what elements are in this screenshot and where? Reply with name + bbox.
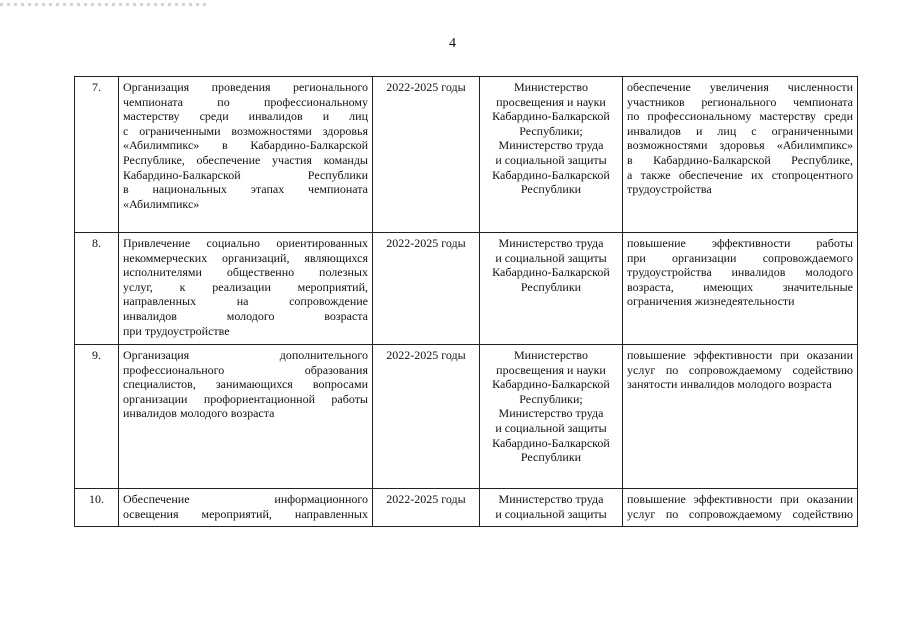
measure-cell — [119, 489, 373, 527]
text-line: и социальной защиты — [495, 152, 607, 167]
text-line: трудоустройства — [627, 182, 712, 197]
result-cell — [623, 489, 858, 527]
text-line: при трудоустройстве — [123, 323, 230, 338]
text-line: Министерство труда — [498, 236, 604, 250]
row-number: 8. — [75, 233, 119, 345]
text-line: возраста, имеющих значительные — [627, 279, 853, 294]
table-row — [75, 345, 858, 489]
text-line: услуг, к реализации мероприятий, — [123, 279, 368, 294]
executor-cell — [480, 345, 623, 489]
text-line: Министерство — [514, 348, 588, 362]
text-line: специалистов, занимающихся вопросами — [123, 377, 368, 392]
text-line: организации профориентационной работы — [123, 391, 368, 406]
executor-cell — [480, 233, 623, 345]
measures-table — [74, 76, 858, 527]
text-line: просвещения и науки — [496, 362, 606, 377]
text-line: занятости инвалидов молодого возраста — [627, 377, 832, 392]
text-line: ограничения жизнедеятельности — [627, 294, 795, 309]
text-line: Организация дополнительного — [123, 348, 368, 362]
text-line: Организация проведения регионального — [123, 80, 368, 94]
text-line: Министерство труда — [498, 492, 604, 506]
text-line: повышение эффективности при оказании — [627, 348, 853, 362]
table-row — [75, 77, 858, 233]
text-line: инвалидов молодого возраста — [123, 406, 275, 421]
text-line: мастерству среди инвалидов и лиц — [123, 109, 368, 124]
row-number: 7. — [75, 77, 119, 233]
text-line: в Кабардино-Балкарской Республике, — [627, 152, 853, 167]
text-line: Республики; — [519, 391, 583, 406]
result-cell — [623, 77, 858, 233]
text-line: Кабардино-Балкарской — [492, 265, 610, 280]
executor-cell — [480, 489, 623, 527]
text-line: а также обеспечение их стопроцентного — [627, 167, 853, 182]
text-line: обеспечение увеличения численности — [627, 80, 853, 94]
row-number: 9. — [75, 345, 119, 489]
text-line: освещения мероприятий, направленных — [123, 506, 368, 521]
page-number: 4 — [449, 36, 456, 51]
text-line: Министерство — [514, 80, 588, 94]
text-line: Республики — [520, 450, 582, 465]
term-cell: 2022-2025 годы — [373, 345, 480, 489]
text-line: и социальной защиты — [495, 250, 607, 265]
text-line: просвещения и науки — [496, 94, 606, 109]
text-line: и социальной защиты — [495, 420, 607, 435]
text-line: Привлечение социально ориентированных — [123, 236, 368, 250]
text-line: инвалидов молодого возраста — [123, 308, 368, 323]
measure-cell — [119, 77, 373, 233]
text-line: некоммерческих организаций, являющихся — [123, 250, 368, 265]
text-line: Кабардино-Балкарской Республики — [123, 167, 368, 182]
text-line: инвалидов и лиц с ограниченными — [627, 123, 853, 138]
scan-artifact — [0, 3, 210, 6]
term-cell: 2022-2025 годы — [373, 489, 480, 527]
term-cell: 2022-2025 годы — [373, 233, 480, 345]
text-line: Кабардино-Балкарской — [492, 435, 610, 450]
text-line: направленных на сопровождение — [123, 294, 368, 309]
text-line: и социальной защиты — [495, 506, 607, 521]
result-cell — [623, 345, 858, 489]
text-line: Министерство труда — [498, 406, 604, 421]
text-line: Республики — [520, 182, 582, 197]
text-line: повышение эффективности работы — [627, 236, 853, 250]
text-line: Кабардино-Балкарской — [492, 109, 610, 124]
executor-cell — [480, 77, 623, 233]
text-line: Кабардино-Балкарской — [492, 167, 610, 182]
text-line: по профессиональному мастерству среди — [627, 109, 853, 124]
text-line: Республики — [520, 279, 582, 294]
text-line: Республике, обеспечение участия команды — [123, 152, 368, 167]
text-line: в национальных этапах чемпионата — [123, 182, 368, 197]
text-line: возможностями здоровья «Абилимпикс» — [627, 138, 853, 153]
text-line: с ограниченными возможностями здоровья — [123, 123, 368, 138]
text-line: Министерство труда — [498, 138, 604, 153]
table-row — [75, 489, 858, 527]
table-row — [75, 233, 858, 345]
text-line: профессионального образования — [123, 362, 368, 377]
text-line: повышение эффективности при оказании — [627, 492, 853, 506]
text-line: при организации сопровождаемого — [627, 250, 853, 265]
text-line: услуг по сопровождаемому содействию — [627, 362, 853, 377]
text-line: «Абилимпикс» в Кабардино-Балкарской — [123, 138, 368, 153]
text-line: услуг по сопровождаемому содействию — [627, 506, 853, 521]
text-line: исполнителями общественно полезных — [123, 265, 368, 280]
text-line: трудоустройства инвалидов молодого — [627, 265, 853, 280]
result-cell — [623, 233, 858, 345]
measure-cell — [119, 345, 373, 489]
text-line: Обеспечение информационного — [123, 492, 368, 506]
text-line: Республики; — [519, 123, 583, 138]
term-cell: 2022-2025 годы — [373, 77, 480, 233]
row-number: 10. — [75, 489, 119, 527]
text-line: Кабардино-Балкарской — [492, 377, 610, 392]
text-line: участников регионального чемпионата — [627, 94, 853, 109]
text-line: чемпионата по профессиональному — [123, 94, 368, 109]
text-line: «Абилимпикс» — [123, 196, 200, 211]
measure-cell — [119, 233, 373, 345]
